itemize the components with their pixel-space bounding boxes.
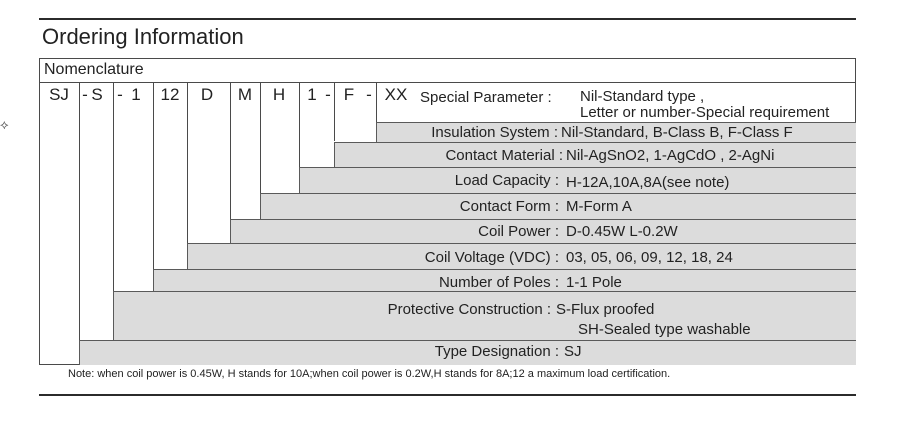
insulation-system-value: Nil-Standard, B-Class B, F-Class F	[561, 124, 793, 141]
code-voltage: 12	[160, 85, 180, 104]
protective-construction-label: Protective Construction :	[387, 301, 551, 318]
protective-construction-value-2: SH-Sealed type washable	[578, 321, 751, 338]
footnote: Note: when coil power is 0.45W, H stands for 10A;when coil power is 0.2W,H stands for 8A;12 a maximum load certification.	[68, 368, 671, 380]
number-of-poles-value: 1-1 Pole	[566, 274, 622, 291]
load-capacity-value: H-12A,10A,8A(see note)	[566, 174, 730, 191]
code-separator	[230, 83, 231, 219]
code-special: XX	[384, 85, 408, 104]
coil-voltage-label: Coil Voltage (VDC) :	[424, 249, 559, 266]
code-separator	[260, 83, 261, 193]
code-poles: 1	[131, 85, 141, 104]
code-contact-form: M	[237, 85, 253, 104]
protective-construction-value: S-Flux proofed	[556, 301, 655, 318]
coil-power-label: Coil Power :	[478, 223, 559, 240]
code-sj: SJ	[49, 85, 69, 104]
number-of-poles-label: Number of Poles :	[438, 274, 559, 291]
insulation-system-label: Insulation System :	[431, 124, 558, 141]
code-s: S	[91, 85, 103, 104]
side-mark-icon: ⟡	[0, 117, 9, 132]
top-rule	[39, 18, 856, 20]
code-separator	[376, 83, 377, 122]
code-coil-power: D	[200, 85, 214, 104]
code-separator	[153, 83, 154, 269]
contact-form-value: M-Form A	[566, 198, 632, 215]
code-separator	[113, 83, 114, 291]
code-separator	[299, 83, 300, 167]
special-parameter-value: Nil-Standard type ,	[580, 88, 705, 105]
code-insulation: F	[343, 85, 355, 104]
code-dash: -	[117, 85, 123, 104]
code-dash: -	[366, 85, 372, 104]
code-separator	[334, 83, 335, 141]
code-contact-material: 1	[307, 85, 317, 104]
code-separator	[79, 83, 80, 340]
code-load-capacity: H	[272, 85, 286, 104]
nomenclature-label: Nomenclature	[44, 61, 144, 78]
type-designation-label: Type Designation :	[434, 343, 559, 360]
contact-material-value: Nil-AgSnO2, 1-AgCdO , 2-AgNi	[566, 147, 775, 164]
coil-voltage-value: 03, 05, 06, 09, 12, 18, 24	[566, 249, 733, 266]
coil-power-value: D-0.45W L-0.2W	[566, 223, 678, 240]
special-parameter-value-2: Letter or number-Special requirement	[580, 104, 830, 121]
contact-material-label: Contact Material :	[445, 147, 563, 164]
code-separator	[187, 83, 188, 243]
code-dash: -	[325, 85, 331, 104]
section-title: Ordering Information	[42, 24, 244, 49]
bottom-rule	[39, 394, 856, 396]
nomenclature-divider	[39, 82, 856, 83]
load-capacity-label: Load Capacity :	[454, 172, 559, 189]
contact-form-label: Contact Form :	[459, 198, 559, 215]
special-parameter-label: Special Parameter :	[420, 89, 552, 106]
code-dash: -	[82, 85, 88, 104]
type-designation-value: SJ	[564, 343, 582, 360]
